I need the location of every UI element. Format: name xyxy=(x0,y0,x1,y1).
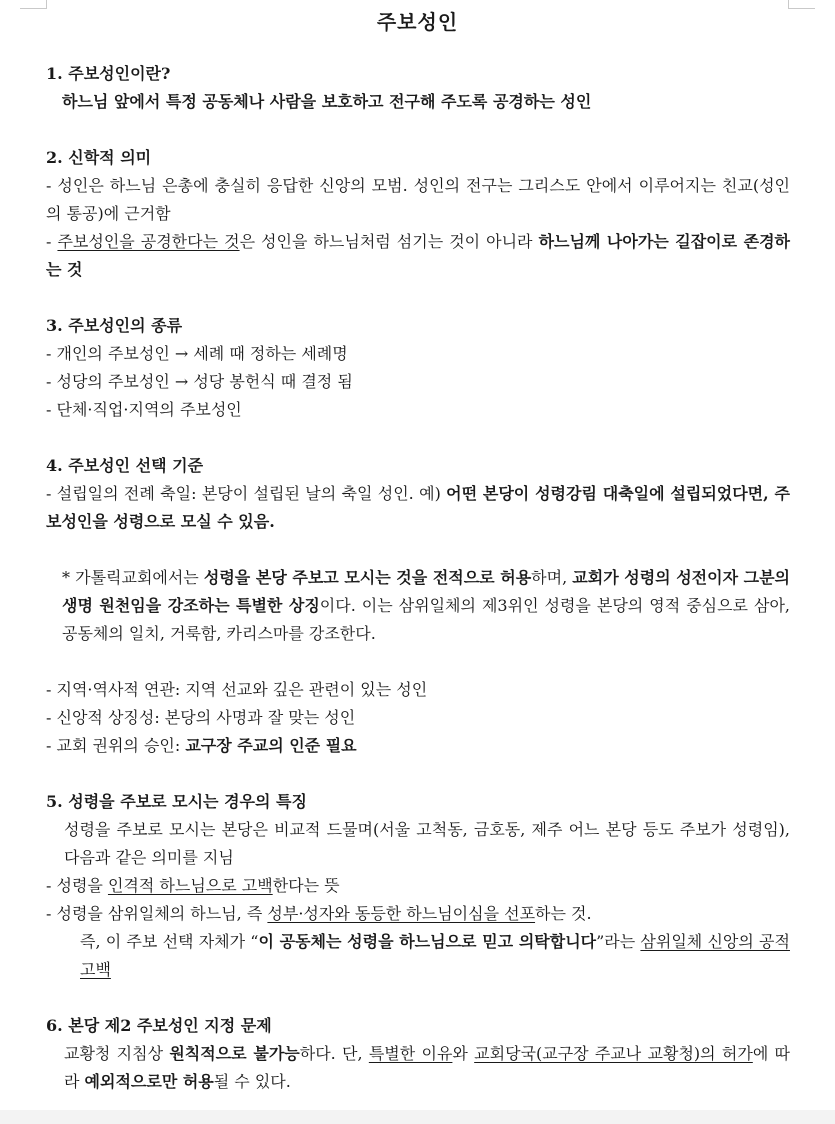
list-item: - 신앙적 상징성: 본당의 사명과 잘 맞는 성인 xyxy=(46,708,356,727)
section-heading: 1. 주보성인이란? xyxy=(46,64,171,83)
paragraph: - 설립일의 전례 축일: 본당이 설립된 날의 축일 성인. 예) 어떤 본당이 성령강림 대축일에 설립되었다면, 주보성인을 성령으로 모실 수 있음. xyxy=(46,484,790,531)
section-heading: 6. 본당 제2 주보성인 지정 문제 xyxy=(46,1016,272,1035)
list-item: - 성당의 주보성인 → 성당 봉헌식 때 결정 됨 xyxy=(46,372,353,391)
section-heading: 2. 신학적 의미 xyxy=(46,148,152,167)
list-item: - 성령을 삼위일체의 하느님, 즉 성부·성자와 동등한 하느님이심을 선포하는 것. xyxy=(46,904,592,923)
document-body xyxy=(46,60,790,1096)
list-item: - 단체·직업·지역의 주보성인 xyxy=(46,400,242,419)
section-heading: 4. 주보성인 선택 기준 xyxy=(46,456,204,475)
section-heading: 3. 주보성인의 종류 xyxy=(46,316,183,335)
section-text: 하느님 앞에서 특정 공동체나 사람을 보호하고 전구해 주도록 공경하는 성인 xyxy=(62,92,592,111)
paragraph: 교황청 지침상 원칙적으로 불가능하다. 단, 특별한 이유와 교회당국(교구장 주교나 교황청)의 허가에 따라 예외적으로만 허용될 수 있다. xyxy=(64,1044,791,1091)
list-item: - 교회 권위의 승인: 교구장 주교의 인준 필요 xyxy=(46,736,357,755)
paragraph: 성령을 주보로 모시는 본당은 비교적 드물며(서울 고척동, 금호동, 제주 어느 본당 등도 주보가 성령임), 다음과 같은 의미를 지님 xyxy=(64,820,790,867)
section-heading: 5. 성령을 주보로 모시는 경우의 특징 xyxy=(46,792,307,811)
paragraph: - 성인은 하느님 은총에 충실히 응답한 신앙의 모범. 성인의 전구는 그리스도 안에서 이루어지는 친교(성인의 통공)에 근거함 xyxy=(46,176,790,223)
paragraph: - 주보성인을 공경한다는 것은 성인을 하느님처럼 섬기는 것이 아니라 하느님께 나아가는 길잡이로 존경하는 것 xyxy=(46,232,790,279)
list-item: - 성령을 인격적 하느님으로 고백한다는 뜻 xyxy=(46,876,340,895)
document-title: 주보성인 xyxy=(376,10,459,34)
list-item: - 지역·역사적 연관: 지역 선교와 깊은 관련이 있는 성인 xyxy=(46,680,428,699)
note-paragraph: * 가톨릭교회에서는 성령을 본당 주보고 모시는 것을 전적으로 허용하며, 교회가 성령의 성전이자 그분의 생명 원천임을 강조하는 특별한 상징이다. 이는 삼위일체의 제3위인 성령을 본당의 영적 중심으로 삼아, 공동체의 일치, 거룩함, 카리스마를 강조한다. xyxy=(62,568,791,643)
paragraph: 즉, 이 주보 선택 자체가 “이 공동체는 성령을 하느님으로 믿고 의탁합니다”라는 삼위일체 신앙의 공적 고백 xyxy=(80,932,790,979)
list-item: - 개인의 주보성인 → 세례 때 정하는 세례명 xyxy=(46,344,348,363)
